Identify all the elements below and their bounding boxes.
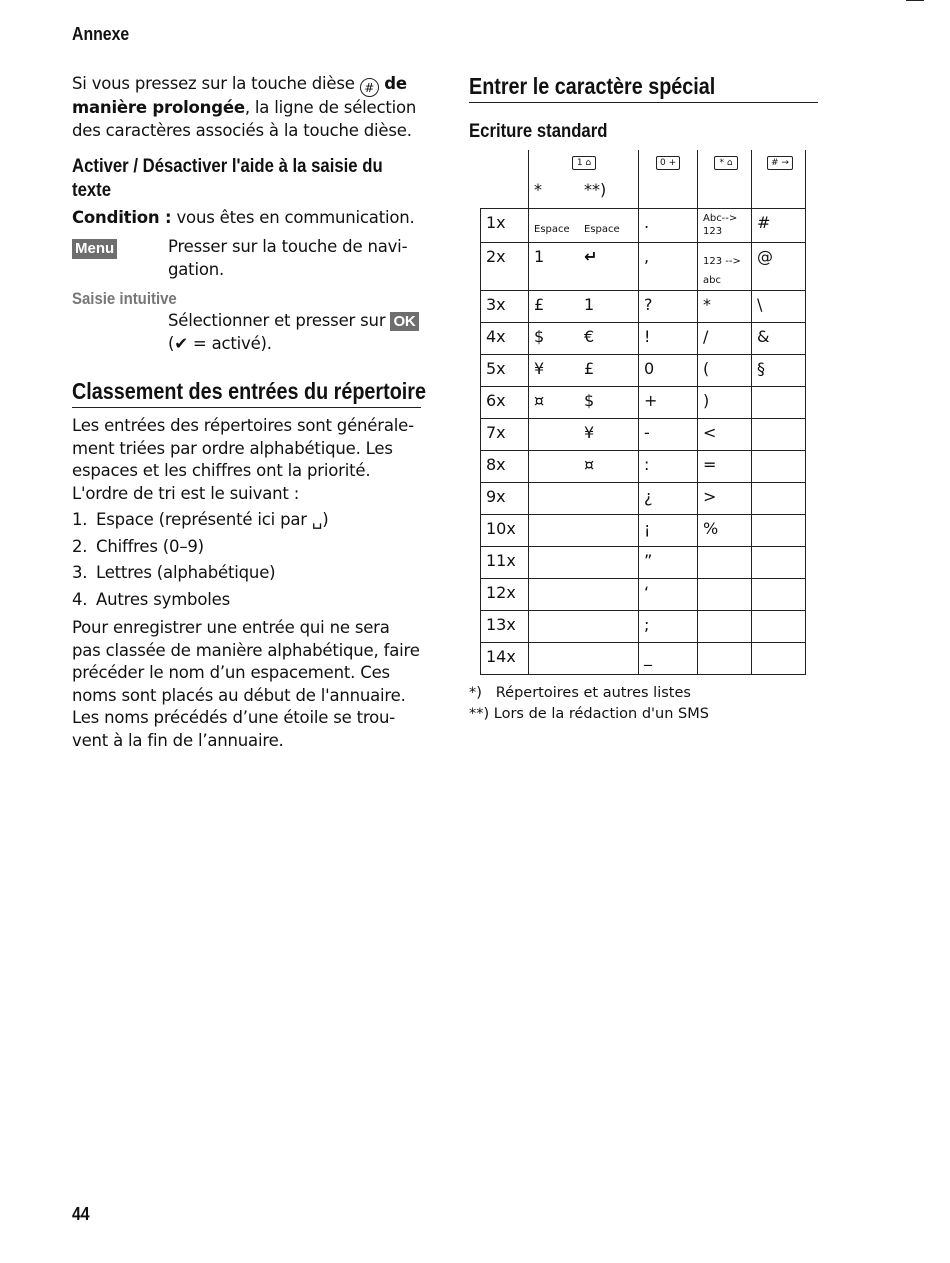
cell-d: (: [698, 354, 752, 386]
table-row: [481, 290, 806, 322]
condition-line: [72, 207, 432, 230]
table-row: [481, 208, 806, 242]
cell-d: *: [698, 290, 752, 322]
cell-b-value: 1: [584, 294, 595, 314]
row-label: 1x: [481, 208, 529, 242]
header-key-1: [529, 150, 639, 208]
check-text: = activé).: [187, 333, 272, 353]
cell-c: !: [639, 322, 698, 354]
table-row: [481, 242, 806, 290]
return-arrow-icon: ↵: [584, 246, 598, 266]
ok-badge: OK: [390, 312, 418, 331]
select-text: Sélectionner et presser sur: [168, 311, 391, 330]
classement-line: Les entrées des répertoires sont générale-: [72, 416, 414, 435]
cell-d: <: [698, 418, 752, 450]
row-label: 6x: [481, 386, 529, 418]
cell-e: [752, 386, 806, 418]
cell-d: /: [698, 322, 752, 354]
list-item: [72, 509, 432, 536]
row-label: 11x: [481, 546, 529, 578]
cell-c: :: [639, 450, 698, 482]
cell-a: [529, 610, 639, 642]
final-line: pas classée de manière alphabétique, faire: [72, 640, 420, 660]
final-paragraph: [72, 617, 432, 752]
list-text: Chiffres (0–9): [96, 536, 204, 556]
checkmark-icon: ✔: [174, 333, 188, 353]
cell-d: [698, 642, 752, 674]
table-corner: [481, 150, 529, 208]
cell-b-value: Espace: [584, 223, 620, 235]
cell-c: ¿: [639, 482, 698, 514]
cell-d: [698, 578, 752, 610]
cell-c: ”: [639, 546, 698, 578]
row-label: 7x: [481, 418, 529, 450]
list-item: [72, 589, 432, 616]
cell-c: -: [639, 418, 698, 450]
menu-key: [72, 238, 117, 259]
cell-d: [698, 610, 752, 642]
cell-e: [752, 482, 806, 514]
cell-e: &: [752, 322, 806, 354]
cell-d: [698, 242, 752, 290]
list-num: 4.: [72, 589, 88, 609]
cell-c: ‘: [639, 578, 698, 610]
final-line: précéder le nom d’un espacement. Ces: [72, 663, 390, 682]
cell-d: >: [698, 482, 752, 514]
cell-e: #: [752, 208, 806, 242]
list-text: Espace (représenté ici par: [96, 510, 312, 529]
row-label: 12x: [481, 578, 529, 610]
cell-b-value: $: [584, 390, 595, 410]
cell-c: ;: [639, 610, 698, 642]
final-line: Pour enregistrer une entrée qui ne sera: [72, 618, 390, 637]
table-header-row: [481, 150, 806, 208]
table-row: [481, 610, 806, 642]
intro-bold: de manière prolongée: [72, 74, 407, 117]
heading-special-char: Entrer le caractère spécial: [469, 73, 716, 99]
row-label: 14x: [481, 642, 529, 674]
cell-a: [529, 354, 639, 386]
list-num: 1.: [72, 510, 88, 529]
heading-rule-right: [469, 102, 818, 103]
classement-line: L'ordre de tri est le suivant :: [72, 483, 300, 503]
table-row: [481, 418, 806, 450]
section-header: Annexe: [72, 24, 130, 44]
cell-d: %: [698, 514, 752, 546]
cell-a-value: $: [534, 326, 545, 346]
key-star-icon: * ⌂: [714, 156, 738, 170]
sort-order-list: [72, 509, 432, 615]
cell-a: [529, 418, 639, 450]
cell-a: [529, 546, 639, 578]
table-row: [481, 386, 806, 418]
row-label: 5x: [481, 354, 529, 386]
subheader-star: *: [534, 180, 542, 199]
cell-b-value: ¥: [584, 422, 595, 442]
cell-a: [529, 242, 639, 290]
cell-a: [529, 290, 639, 322]
final-line: noms sont placés au début de l'annuaire.: [72, 685, 406, 705]
final-line: Les noms précédés d’une étoile se trou-: [72, 708, 395, 727]
cell-b-value: £: [584, 358, 595, 378]
cell-d-line2: 123: [703, 225, 723, 237]
final-line: vent à la fin de l’annuaire.: [72, 730, 284, 750]
cell-a-value: ¤: [534, 390, 545, 410]
paren-open: (: [168, 333, 175, 353]
list-text: Lettres (alphabétique): [96, 563, 276, 582]
cell-e: [752, 578, 806, 610]
corner-mark: [906, 0, 924, 1]
heading-aide-saisie: Activer / Désactiver l'aide à la saisie du texte: [72, 156, 383, 201]
table-row: [481, 642, 806, 674]
condition-text: vous êtes en communication.: [171, 208, 415, 227]
cell-c: ?: [639, 290, 698, 322]
cell-e: \: [752, 290, 806, 322]
list-item: [72, 562, 432, 589]
key-0-icon: 0 +: [656, 156, 680, 170]
cell-d: [698, 546, 752, 578]
intro-text: Si vous pressez sur la touche dièse: [72, 74, 360, 93]
table-row: [481, 322, 806, 354]
cell-d-line1: Abc-->: [703, 212, 738, 224]
heading-rule-left: [72, 407, 421, 408]
cell-b-value: €: [584, 326, 595, 346]
cell-a: [529, 208, 639, 242]
list-item: [72, 536, 432, 563]
cell-a-value: ¥: [534, 358, 545, 378]
row-label: 4x: [481, 322, 529, 354]
footnote-2: **) Lors de la rédaction d'un SMS: [469, 706, 709, 722]
cell-a: [529, 322, 639, 354]
table-footnotes: [469, 683, 709, 725]
row-label: 3x: [481, 290, 529, 322]
key-hash-icon: # →: [767, 156, 793, 170]
cell-a: [529, 450, 639, 482]
cell-e: @: [752, 242, 806, 290]
cell-c: _: [639, 642, 698, 674]
table-row: [481, 546, 806, 578]
table-row: [481, 514, 806, 546]
row-label: 8x: [481, 450, 529, 482]
table-row: [481, 354, 806, 386]
classement-line: ment triées par ordre alphabétique. Les: [72, 438, 393, 458]
row-label: 2x: [481, 242, 529, 290]
header-key-star: [698, 150, 752, 208]
space-symbol-icon: ␣: [311, 510, 323, 529]
header-key-hash: [752, 150, 806, 208]
cell-e: [752, 450, 806, 482]
cell-d-line1: 123 -->: [703, 255, 741, 267]
select-instruction: [168, 310, 438, 355]
heading-classement: Classement des entrées du répertoire: [72, 378, 426, 404]
cell-c: ,: [639, 242, 698, 290]
menu-text-line1: Presser sur la touche de navi-: [168, 237, 408, 256]
intro-text-end: , la ligne de sélection des caractères associés à la touche dièse.: [72, 98, 417, 140]
cell-e: [752, 418, 806, 450]
header-key-0: [639, 150, 698, 208]
special-char-table: [480, 150, 806, 675]
cell-c: 0: [639, 354, 698, 386]
cell-a: [529, 514, 639, 546]
cell-e: [752, 514, 806, 546]
cell-a: [529, 578, 639, 610]
classement-line: espaces et les chiffres ont la priorité.: [72, 461, 371, 480]
cell-a: [529, 482, 639, 514]
paren-close: ): [322, 510, 329, 529]
row-label: 13x: [481, 610, 529, 642]
cell-a: [529, 386, 639, 418]
cell-e: [752, 546, 806, 578]
cell-a: [529, 642, 639, 674]
subheader-dstar: **): [584, 180, 607, 199]
cell-a-value: £: [534, 294, 545, 314]
cell-b-value: ¤: [584, 454, 595, 474]
hash-key-icon: #: [360, 78, 379, 97]
list-num: 3.: [72, 563, 88, 582]
intro-paragraph: [72, 73, 424, 142]
cell-e: [752, 610, 806, 642]
table-row: [481, 578, 806, 610]
classement-paragraph: [72, 415, 432, 505]
cell-a-value: 1: [534, 246, 545, 266]
cell-e: [752, 642, 806, 674]
cell-d: [698, 208, 752, 242]
cell-e: §: [752, 354, 806, 386]
table-row: [481, 482, 806, 514]
cell-c: ¡: [639, 514, 698, 546]
cell-c: .: [639, 208, 698, 242]
cell-d: =: [698, 450, 752, 482]
cell-d: ): [698, 386, 752, 418]
footnote-1: *) Répertoires et autres listes: [469, 685, 691, 701]
cell-a-value: Espace: [534, 223, 570, 235]
table-row: [481, 450, 806, 482]
key-1-voicemail-icon: 1 ⌂: [572, 156, 596, 170]
row-label: 10x: [481, 514, 529, 546]
menu-badge: Menu: [72, 239, 117, 259]
list-num: 2.: [72, 536, 88, 556]
menu-text-line2: gation.: [168, 259, 225, 279]
row-label: 9x: [481, 482, 529, 514]
heading-ecriture-standard: Ecriture standard: [469, 121, 608, 142]
menu-instruction: [168, 236, 428, 281]
page-number: 44: [72, 1204, 90, 1224]
saisie-intuitive-title: Saisie intuitive: [72, 289, 177, 308]
list-text: Autres symboles: [96, 589, 230, 609]
cell-d-line2: abc: [703, 274, 721, 286]
cell-c: +: [639, 386, 698, 418]
condition-label: Condition :: [72, 208, 172, 227]
